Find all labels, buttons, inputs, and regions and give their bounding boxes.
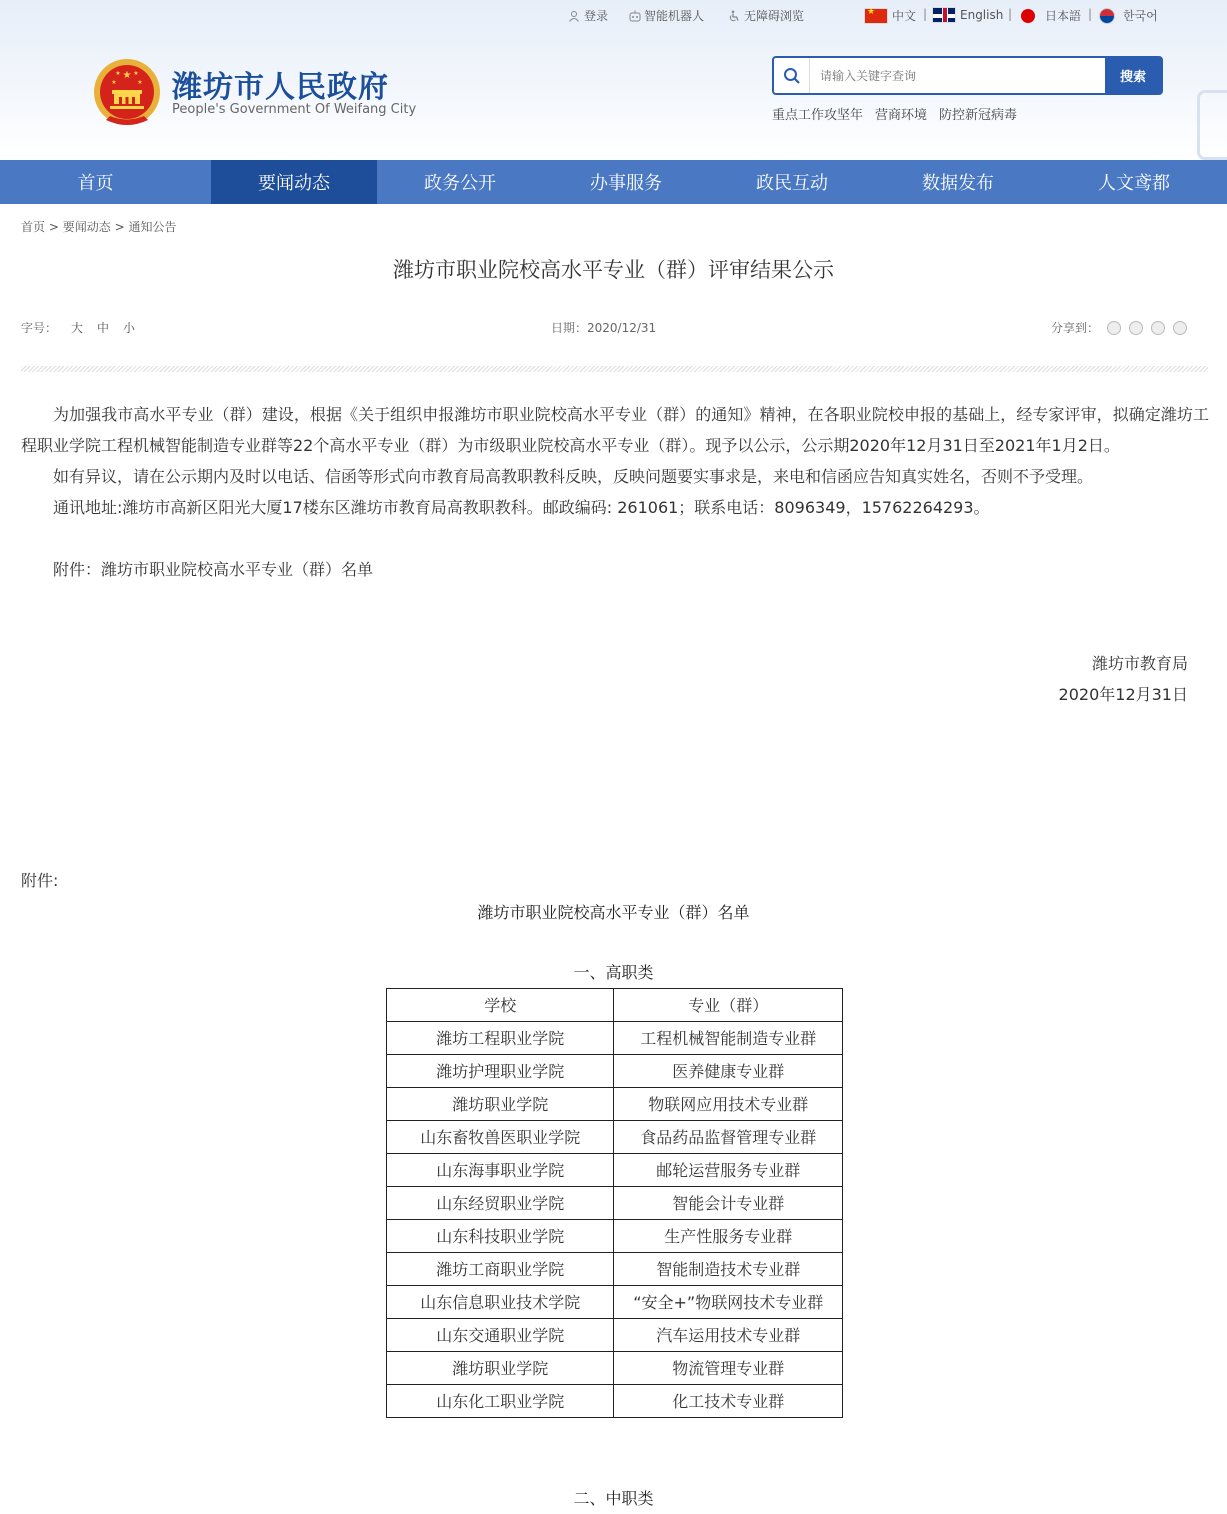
- date-label: 日期：: [551, 321, 588, 335]
- qq-icon[interactable]: [1151, 321, 1165, 335]
- japan-flag-icon: [1021, 9, 1035, 23]
- login-label: 登录: [584, 9, 609, 23]
- table-header-row: [387, 989, 843, 1022]
- article-paragraph: 为加强我市高水平专业（群）建设，根据《关于组织申报潍坊市职业院校高水平专业（群）的通知》精神，在各职业院校申报的基础上，经专家评审，拟确定潍坊工程职业学院工程机械智能制造专业群等22个高水平专业（群）为市级职业院校高水平专业（群）。现予以公示，公示期2020年12月31日至2021年1月2日。: [21, 405, 1209, 455]
- top-bar: [0, 7, 1227, 25]
- major-cell: 智能会计专业群: [614, 1187, 843, 1220]
- nav-item-interaction[interactable]: 政民互动: [756, 173, 828, 194]
- major-cell: 生产性服务专业群: [614, 1220, 843, 1253]
- breadcrumb-home[interactable]: 首页: [21, 220, 46, 234]
- schools-table: [386, 988, 843, 1418]
- school-cell: 潍坊职业学院: [387, 1352, 614, 1385]
- font-size-medium[interactable]: 中: [97, 321, 110, 335]
- table-row: [387, 1088, 843, 1121]
- weibo-icon[interactable]: [1129, 321, 1143, 335]
- breadcrumb-notice[interactable]: 通知公告: [128, 220, 177, 234]
- font-size-small[interactable]: 小: [123, 321, 136, 335]
- publish-date: [551, 319, 656, 336]
- attachment-title: 潍坊市职业院校高水平专业（群）名单: [477, 903, 750, 922]
- lang-cn-link[interactable]: [864, 7, 916, 24]
- search-icon: [774, 58, 810, 93]
- nav-item-data[interactable]: 数据发布: [922, 173, 994, 194]
- table-row: [387, 1319, 843, 1352]
- table-header-school: 学校: [387, 989, 614, 1022]
- school-cell: 潍坊职业学院: [387, 1088, 614, 1121]
- major-cell: “安全+”物联网技术专业群: [614, 1286, 843, 1319]
- site-title[interactable]: 潍坊市人民政府: [172, 70, 389, 105]
- lang-separator: |: [923, 7, 928, 21]
- nav-item-culture[interactable]: 人文鸢都: [1098, 173, 1170, 194]
- header-decoration: [1197, 90, 1227, 160]
- signature-org: 潍坊市教育局: [1091, 654, 1188, 673]
- school-cell: 山东交通职业学院: [387, 1319, 614, 1352]
- nav-item-home[interactable]: 首页: [77, 173, 114, 194]
- article-paragraph: 通讯地址:潍坊市高新区阳光大厦17楼东区潍坊市教育局高教职教科。邮政编码: 261061；联系电话：8096349，15762264293。: [53, 498, 990, 517]
- table-row: [387, 1220, 843, 1253]
- svg-text:★: ★: [115, 70, 121, 77]
- robot-link[interactable]: [628, 7, 704, 24]
- user-icon: [568, 10, 580, 22]
- lang-en-link[interactable]: [932, 7, 1003, 23]
- lang-separator: |: [1008, 7, 1013, 21]
- lang-en-label: English: [960, 8, 1004, 22]
- svg-text:★: ★: [122, 70, 132, 81]
- hot-link[interactable]: 重点工作攻坚年: [772, 108, 864, 123]
- share-label: 分享到：: [1051, 321, 1100, 335]
- section-title-higher-vocational: 一、高职类: [573, 963, 654, 982]
- major-cell: 智能制造技术专业群: [614, 1253, 843, 1286]
- table-row: [387, 1286, 843, 1319]
- table-row: [387, 1154, 843, 1187]
- article-paragraph: 如有异议，请在公示期内及时以电话、信函等形式向市教育局高教职教科反映，反映问题要实事求是，来电和信函应告知真实姓名，否则不予受理。: [53, 467, 1094, 486]
- table-row: [387, 1385, 843, 1418]
- uk-flag-icon: [932, 7, 956, 23]
- lang-cn-label: 中文: [892, 9, 917, 23]
- attachment-line[interactable]: 附件：潍坊市职业院校高水平专业（群）名单: [53, 560, 374, 579]
- lang-separator: |: [1088, 7, 1093, 21]
- school-cell: 山东科技职业学院: [387, 1220, 614, 1253]
- login-link[interactable]: [568, 7, 608, 24]
- major-cell: 物流管理专业群: [614, 1352, 843, 1385]
- major-cell: 工程机械智能制造专业群: [614, 1022, 843, 1055]
- font-size-label: 字号：: [21, 321, 58, 335]
- korea-flag-icon: [1099, 8, 1115, 24]
- accessibility-label: 无障碍浏览: [744, 9, 805, 23]
- nav-item-gov-affairs[interactable]: 政务公开: [424, 173, 496, 194]
- main-nav: [0, 160, 1227, 204]
- hot-link[interactable]: 营商环境: [875, 108, 928, 123]
- page-title: 潍坊市职业院校高水平专业（群）评审结果公示: [393, 258, 834, 282]
- lang-kr-label: 한국어: [1123, 9, 1158, 23]
- divider: [21, 366, 1208, 372]
- nav-item-services[interactable]: 办事服务: [590, 173, 662, 194]
- major-cell: 化工技术专业群: [614, 1385, 843, 1418]
- accessibility-link[interactable]: [728, 7, 804, 24]
- major-cell: 汽车运用技术专业群: [614, 1319, 843, 1352]
- table-row: [387, 1121, 843, 1154]
- major-cell: 邮轮运营服务专业群: [614, 1154, 843, 1187]
- hot-link[interactable]: 防控新冠病毒: [939, 108, 1018, 123]
- breadcrumb-news[interactable]: 要闻动态: [62, 220, 111, 234]
- school-cell: 山东畜牧兽医职业学院: [387, 1121, 614, 1154]
- breadcrumb-separator: >: [48, 220, 59, 234]
- major-cell: 食品药品监督管理专业群: [614, 1121, 843, 1154]
- lang-jp-label: 日本語: [1045, 9, 1082, 23]
- breadcrumb: [21, 218, 176, 235]
- major-cell: 物联网应用技术专业群: [614, 1088, 843, 1121]
- school-cell: 山东经贸职业学院: [387, 1187, 614, 1220]
- search-box: [772, 56, 1163, 95]
- robot-label: 智能机器人: [644, 9, 705, 23]
- signature-date: 2020年12月31日: [1058, 685, 1188, 704]
- lang-kr-link[interactable]: [1099, 7, 1158, 24]
- school-cell: 潍坊护理职业学院: [387, 1055, 614, 1088]
- school-cell: 山东海事职业学院: [387, 1154, 614, 1187]
- article-body: [21, 399, 1209, 585]
- accessibility-icon: [728, 10, 740, 22]
- table-header-major: 专业（群）: [614, 989, 843, 1022]
- font-size-control: [21, 319, 135, 336]
- search-button[interactable]: 搜索: [1105, 58, 1161, 93]
- section-title-secondary-vocational: 二、中职类: [573, 1489, 654, 1508]
- table-row: [387, 1187, 843, 1220]
- breadcrumb-separator: >: [114, 220, 125, 234]
- svg-text:★: ★: [137, 79, 143, 86]
- signature: [1059, 648, 1188, 710]
- date-value: 2020/12/31: [587, 320, 657, 335]
- lang-jp-link[interactable]: [1021, 7, 1081, 24]
- school-cell: 山东化工职业学院: [387, 1385, 614, 1418]
- qzone-icon[interactable]: [1173, 321, 1187, 335]
- wechat-icon[interactable]: [1107, 321, 1121, 335]
- table-row: [387, 1253, 843, 1286]
- school-cell: 山东信息职业技术学院: [387, 1286, 614, 1319]
- school-cell: 潍坊工商职业学院: [387, 1253, 614, 1286]
- table-row: [387, 1022, 843, 1055]
- robot-icon: [628, 10, 640, 22]
- table-row: [387, 1055, 843, 1088]
- nav-item-news[interactable]: 要闻动态: [211, 160, 377, 204]
- svg-text:★: ★: [133, 70, 139, 77]
- site-subtitle: People's Government Of Weifang City: [172, 102, 417, 117]
- svg-text:★: ★: [111, 79, 117, 86]
- attachment-label: 附件:: [21, 871, 59, 890]
- hot-links: [772, 104, 1017, 123]
- share-bar: [1051, 319, 1187, 336]
- major-cell: 医养健康专业群: [614, 1055, 843, 1088]
- national-emblem-logo[interactable]: [92, 56, 162, 130]
- table-row: [387, 1352, 843, 1385]
- school-cell: 潍坊工程职业学院: [387, 1022, 614, 1055]
- china-flag-icon: [864, 8, 888, 24]
- font-size-large[interactable]: 大: [71, 321, 84, 335]
- search-input[interactable]: [810, 58, 1105, 93]
